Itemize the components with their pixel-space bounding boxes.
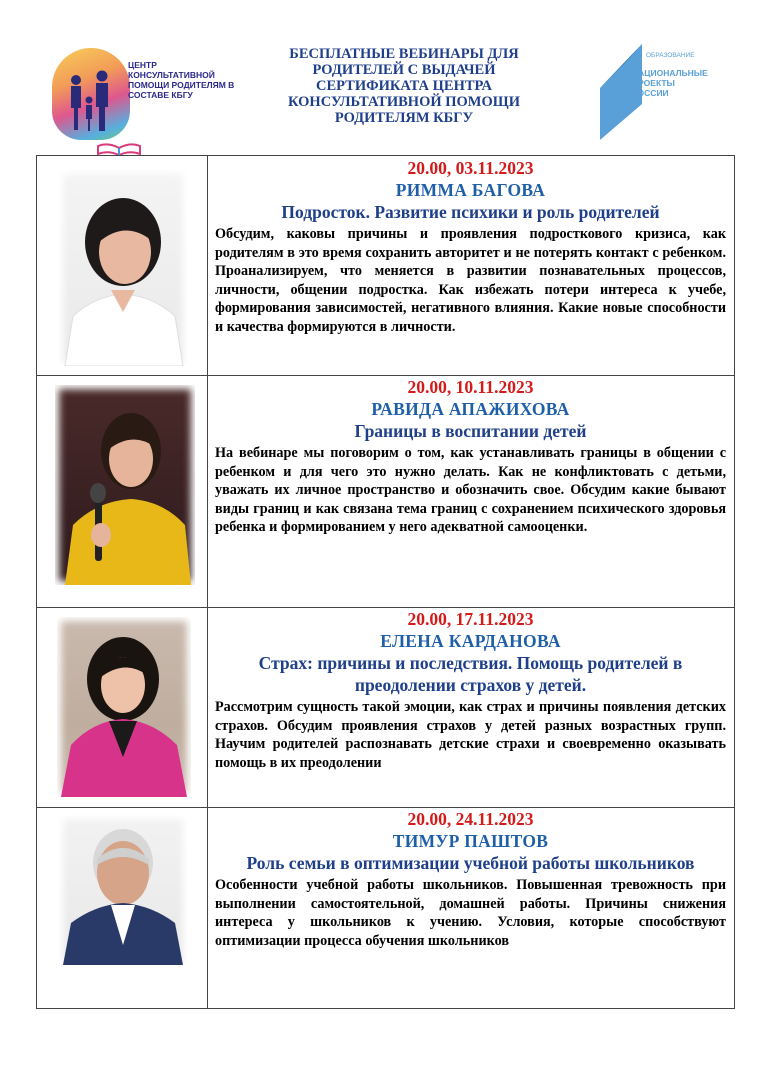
portrait-icon xyxy=(59,170,187,366)
webinar-description: Особенности учебной работы школьников. Повышенная тревожность при выполнении самостоятельной, домашней работы. Причины снижения интереса у школьников к учению. Условия, которые способствуют оптимизации процесса обучения школьников xyxy=(215,877,726,949)
page-title xyxy=(274,46,534,126)
webinar-row xyxy=(37,375,734,608)
speaker-name: РИММА БАГОВА xyxy=(395,180,546,200)
title-line: КОНСУЛЬТАТИВНОЙ ПОМОЩИ xyxy=(288,94,520,110)
title-line: СЕРТИФИКАТА ЦЕНТРА xyxy=(316,78,492,94)
webinar-date: 20.00, 17.11.2023 xyxy=(407,609,534,629)
webinar-description: Рассмотрим сущность такой эмоции, как страх и причины появления детских страхов. Обсудим проявления страхов у детей разных возрастных групп. Научим родителей распознавать детские страхи и своевременно оказывать помощь в их преодолении xyxy=(215,699,726,771)
speaker-name: ТИМУР ПАШТОВ xyxy=(392,831,549,851)
photo-cell xyxy=(37,375,208,607)
logo-right-big-text: НАЦИОНАЛЬНЫЕ ПРОЕКТЫ РОССИИ xyxy=(632,68,708,98)
webinar-table xyxy=(36,155,735,1009)
webinar-description: На вебинаре мы поговорим о том, как устанавливать границы в общении с ребенком и для чего это нужно делать. Как не конфликтовать с детьми, уважать их личное пространство и обозначить свое. Обсудим какие бывают виды границ и как связана тема границ с сохранением психического здоровья ребенка и формированием у него адекватной самооценки. xyxy=(215,445,726,536)
title-line: БЕСПЛАТНЫЕ ВЕБИНАРЫ ДЛЯ xyxy=(289,46,519,62)
webinar-topic: Роль семьи в оптимизации учебной работы школьников xyxy=(246,853,695,873)
title-line: РОДИТЕЛЕЙ С ВЫДАЧЕЙ xyxy=(312,62,496,78)
speaker-photo xyxy=(57,617,191,797)
webinar-date: 20.00, 10.11.2023 xyxy=(407,377,534,397)
center-logo xyxy=(52,46,235,156)
portrait-icon xyxy=(57,617,191,797)
family-icon xyxy=(62,66,122,136)
photo-cell xyxy=(37,156,208,375)
title-line: РОДИТЕЛЯМ КБГУ xyxy=(334,110,474,126)
webinar-info xyxy=(215,809,726,950)
webinar-row xyxy=(37,807,734,1008)
speaker-photo xyxy=(59,815,187,965)
webinar-info xyxy=(215,377,726,537)
portrait-icon xyxy=(59,815,187,965)
webinar-date: 20.00, 24.11.2023 xyxy=(407,809,534,829)
photo-cell xyxy=(37,807,208,1008)
webinar-topic: Страх: причины и последствия. Помощь родителей в преодолении страхов у детей. xyxy=(258,653,683,695)
webinar-topic: Границы в воспитании детей xyxy=(354,421,587,441)
webinar-info xyxy=(215,158,726,337)
national-projects-logo xyxy=(598,42,718,142)
webinar-topic: Подросток. Развитие психики и роль родителей xyxy=(281,202,660,222)
portrait-icon xyxy=(55,385,195,585)
speaker-photo xyxy=(55,385,195,585)
speaker-photo xyxy=(59,170,187,366)
webinar-info xyxy=(215,609,726,772)
photo-cell xyxy=(37,607,208,807)
webinar-date: 20.00, 03.11.2023 xyxy=(407,158,534,178)
webinar-description: Обсудим, каковы причины и проявления подросткового кризиса, как родителям в это время сохранить авторитет и не потерять контакт с ребенком. Проанализируем, что меняется в развитии познавательных процессов, личности, общении подростка. Как избежать потери интереса к учебе, формирования зависимостей, негативного влияния. Какие новые способности и качества формируются в личности. xyxy=(215,226,726,335)
webinar-row xyxy=(37,607,734,808)
webinar-row xyxy=(37,156,734,376)
center-logo-text: ЦЕНТР КОНСУЛЬТАТИВНОЙ ПОМОЩИ РОДИТЕЛЯМ В СОСТАВЕ КБГУ xyxy=(128,60,235,100)
logo-right-small-text: ОБРАЗОВАНИЕ xyxy=(646,52,695,59)
header xyxy=(38,38,730,156)
book-icon xyxy=(96,142,142,156)
speaker-name: ЕЛЕНА КАРДАНОВА xyxy=(380,631,561,651)
speaker-name: РАВИДА АПАЖИХОВА xyxy=(371,399,570,419)
